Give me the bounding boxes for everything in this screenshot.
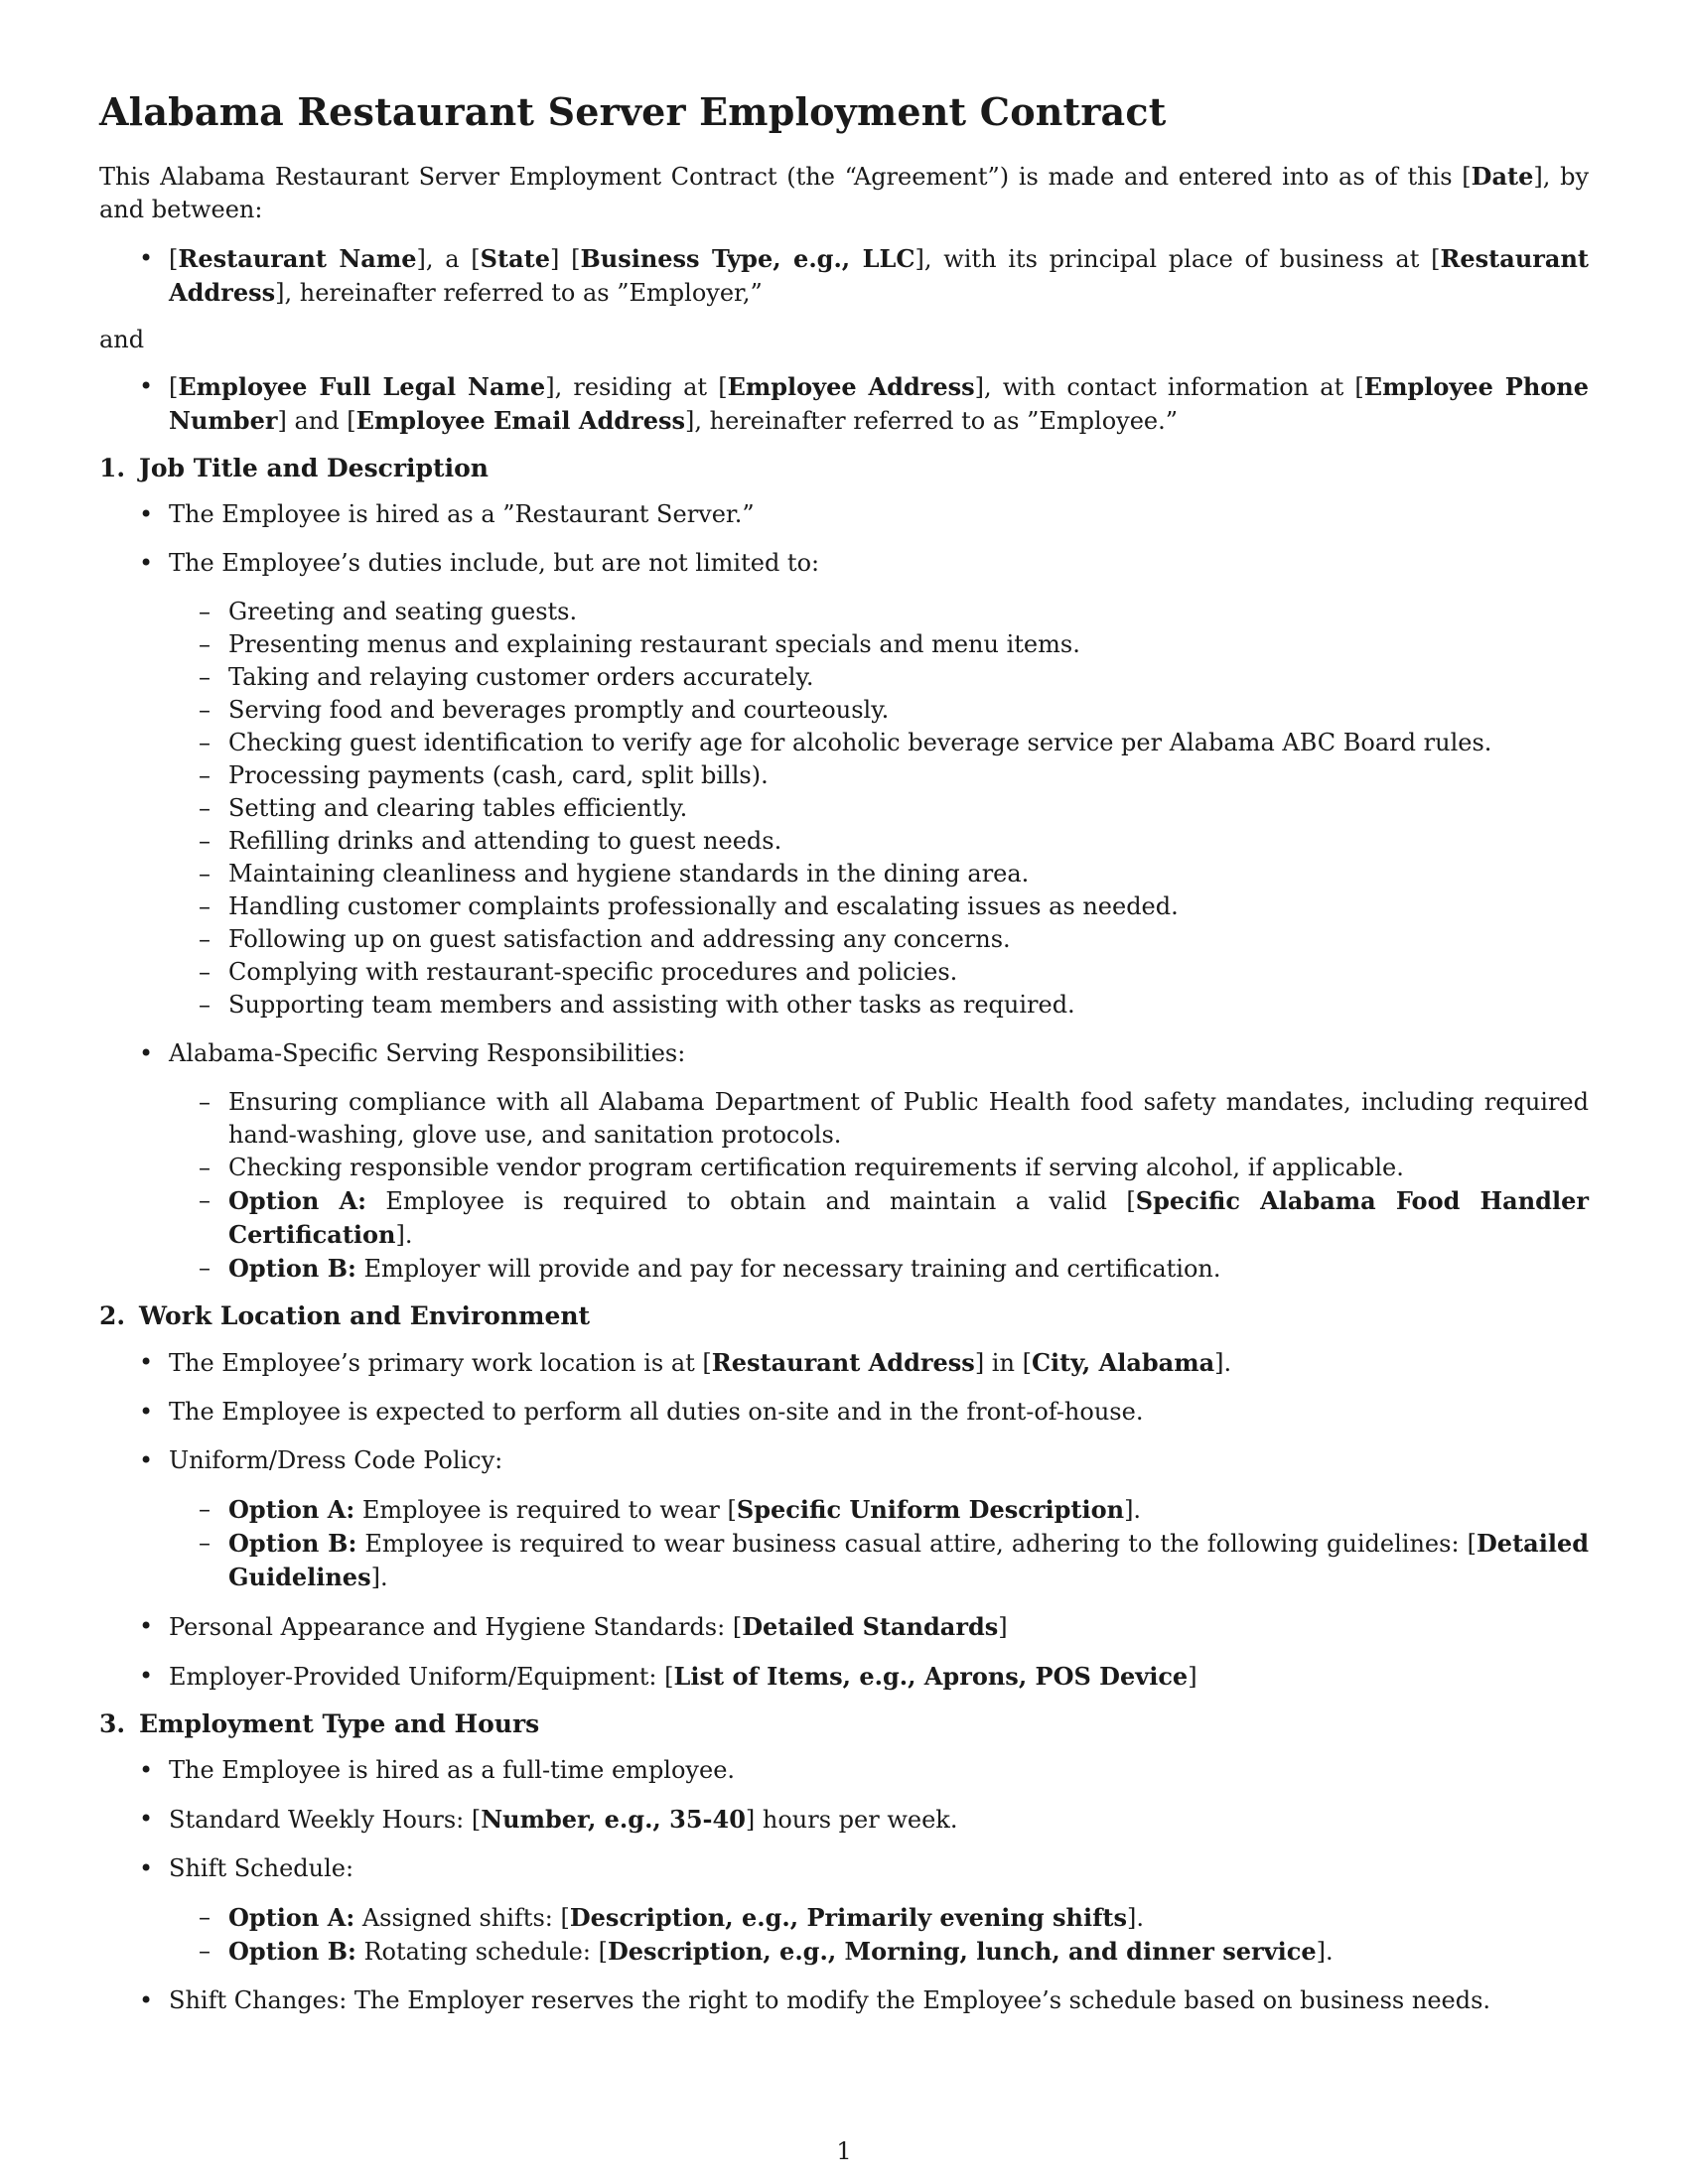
list-item: • The Employee is hired as a full-time employee. (99, 1754, 1589, 1787)
section-2-list (99, 1346, 1589, 1477)
section-2-heading: 2. Work Location and Environment (99, 1301, 591, 1330)
intro-paragraph: This Alabama Restaurant Server Employment Contract (the “Agreement”) is made and entered into as of this [Date], by and between: (99, 162, 1590, 223)
alabama-item: – Ensuring compliance with all Alabama Department of Public Health food safety mandates, including required hand-washing, glove use, and sanitation protocols. (99, 1086, 1589, 1152)
employee-list (99, 370, 1589, 438)
duties-list (99, 596, 1589, 1022)
section-3-list-2 (99, 1984, 1589, 2017)
option-b-item: – Option B: Employee is required to wear business casual attire, adhering to the following guidelines: [Detailed Guidelines]. (99, 1527, 1589, 1594)
document-page (99, 89, 1589, 2017)
section-3-list (99, 1754, 1589, 1885)
duty-item: – Taking and relaying customer orders accurately. (99, 661, 1589, 694)
list-item: • The Employee’s duties include, but are not limited to: (99, 547, 1589, 580)
option-a-item: – Option A: Employee is required to wear [Specific Uniform Description]. (99, 1493, 1589, 1527)
uniform-options-list (99, 1493, 1589, 1594)
alabama-item: – Checking responsible vendor program certification requirements if serving alcohol, if applicable. (99, 1152, 1589, 1184)
and-text: and (99, 326, 145, 353)
duty-item: – Presenting menus and explaining restaurant specials and menu items. (99, 628, 1589, 661)
page-number: 1 (836, 2137, 852, 2165)
list-item: • Alabama-Specific Serving Responsibilities: (99, 1037, 1589, 1070)
section-1-heading: 1. Job Title and Description (99, 454, 489, 482)
section-3-heading: 3. Employment Type and Hours (99, 1709, 540, 1738)
alabama-list (99, 1086, 1589, 1286)
employer-party: • [Restaurant Name], a [State] [Business Type, e.g., LLC], with its principal place of business at [Restaurant Address], hereinafter referred to as ”Employer,” (99, 242, 1589, 310)
employee-party: • [Employee Full Legal Name], residing at [Employee Address], with contact information at [Employee Phone Number] and [Employee Email Address], hereinafter referred to as ”Employee.” (99, 370, 1589, 438)
option-b-item: – Option B: Employer will provide and pay for necessary training and certification. (99, 1252, 1589, 1286)
list-item: • The Employee is hired as a ”Restaurant Server.” (99, 498, 1589, 531)
date-placeholder: Date (1471, 162, 1534, 191)
duty-item: – Processing payments (cash, card, split bills). (99, 759, 1589, 792)
duty-item: – Greeting and seating guests. (99, 596, 1589, 628)
option-b-item: – Option B: Rotating schedule: [Description, e.g., Morning, lunch, and dinner service]. (99, 1935, 1589, 1969)
list-item: • The Employee is expected to perform all duties on-site and in the front-of-house. (99, 1396, 1589, 1429)
list-item: • The Employee’s primary work location is at [Restaurant Address] in [City, Alabama]. (99, 1346, 1589, 1380)
duty-item: – Following up on guest satisfaction and addressing any concerns. (99, 923, 1589, 956)
option-a-item: – Option A: Employee is required to obtain and maintain a valid [Specific Alabama Food Handler Certification]. (99, 1184, 1589, 1252)
page-title: Alabama Restaurant Server Employment Contract (99, 89, 1167, 134)
duty-item: – Checking guest identification to verify age for alcoholic beverage service per Alabama ABC Board rules. (99, 727, 1589, 759)
duty-item: – Handling customer complaints professionally and escalating issues as needed. (99, 890, 1589, 923)
option-a-item: – Option A: Assigned shifts: [Description, e.g., Primarily evening shifts]. (99, 1901, 1589, 1935)
list-item: • Employer-Provided Uniform/Equipment: [List of Items, e.g., Aprons, POS Device] (99, 1660, 1589, 1694)
section-1-list-2 (99, 1037, 1589, 1070)
duty-item: – Maintaining cleanliness and hygiene standards in the dining area. (99, 858, 1589, 890)
duty-item: – Setting and clearing tables efficiently. (99, 792, 1589, 825)
parties-list (99, 242, 1589, 310)
list-item: • Uniform/Dress Code Policy: (99, 1444, 1589, 1477)
list-item: • Shift Schedule: (99, 1852, 1589, 1885)
list-item: • Shift Changes: The Employer reserves the right to modify the Employee’s schedule based on business needs. (99, 1984, 1589, 2017)
list-item: • Standard Weekly Hours: [Number, e.g., 35-40] hours per week. (99, 1803, 1589, 1837)
duty-item: – Refilling drinks and attending to guest needs. (99, 825, 1589, 858)
list-item: • Personal Appearance and Hygiene Standards: [Detailed Standards] (99, 1610, 1589, 1644)
section-2-list-2 (99, 1610, 1589, 1694)
duty-item: – Complying with restaurant-specific procedures and policies. (99, 956, 1589, 989)
section-1-list (99, 498, 1589, 580)
duty-item: – Supporting team members and assisting with other tasks as required. (99, 989, 1589, 1022)
duty-item: – Serving food and beverages promptly and courteously. (99, 694, 1589, 727)
shift-options-list (99, 1901, 1589, 1969)
